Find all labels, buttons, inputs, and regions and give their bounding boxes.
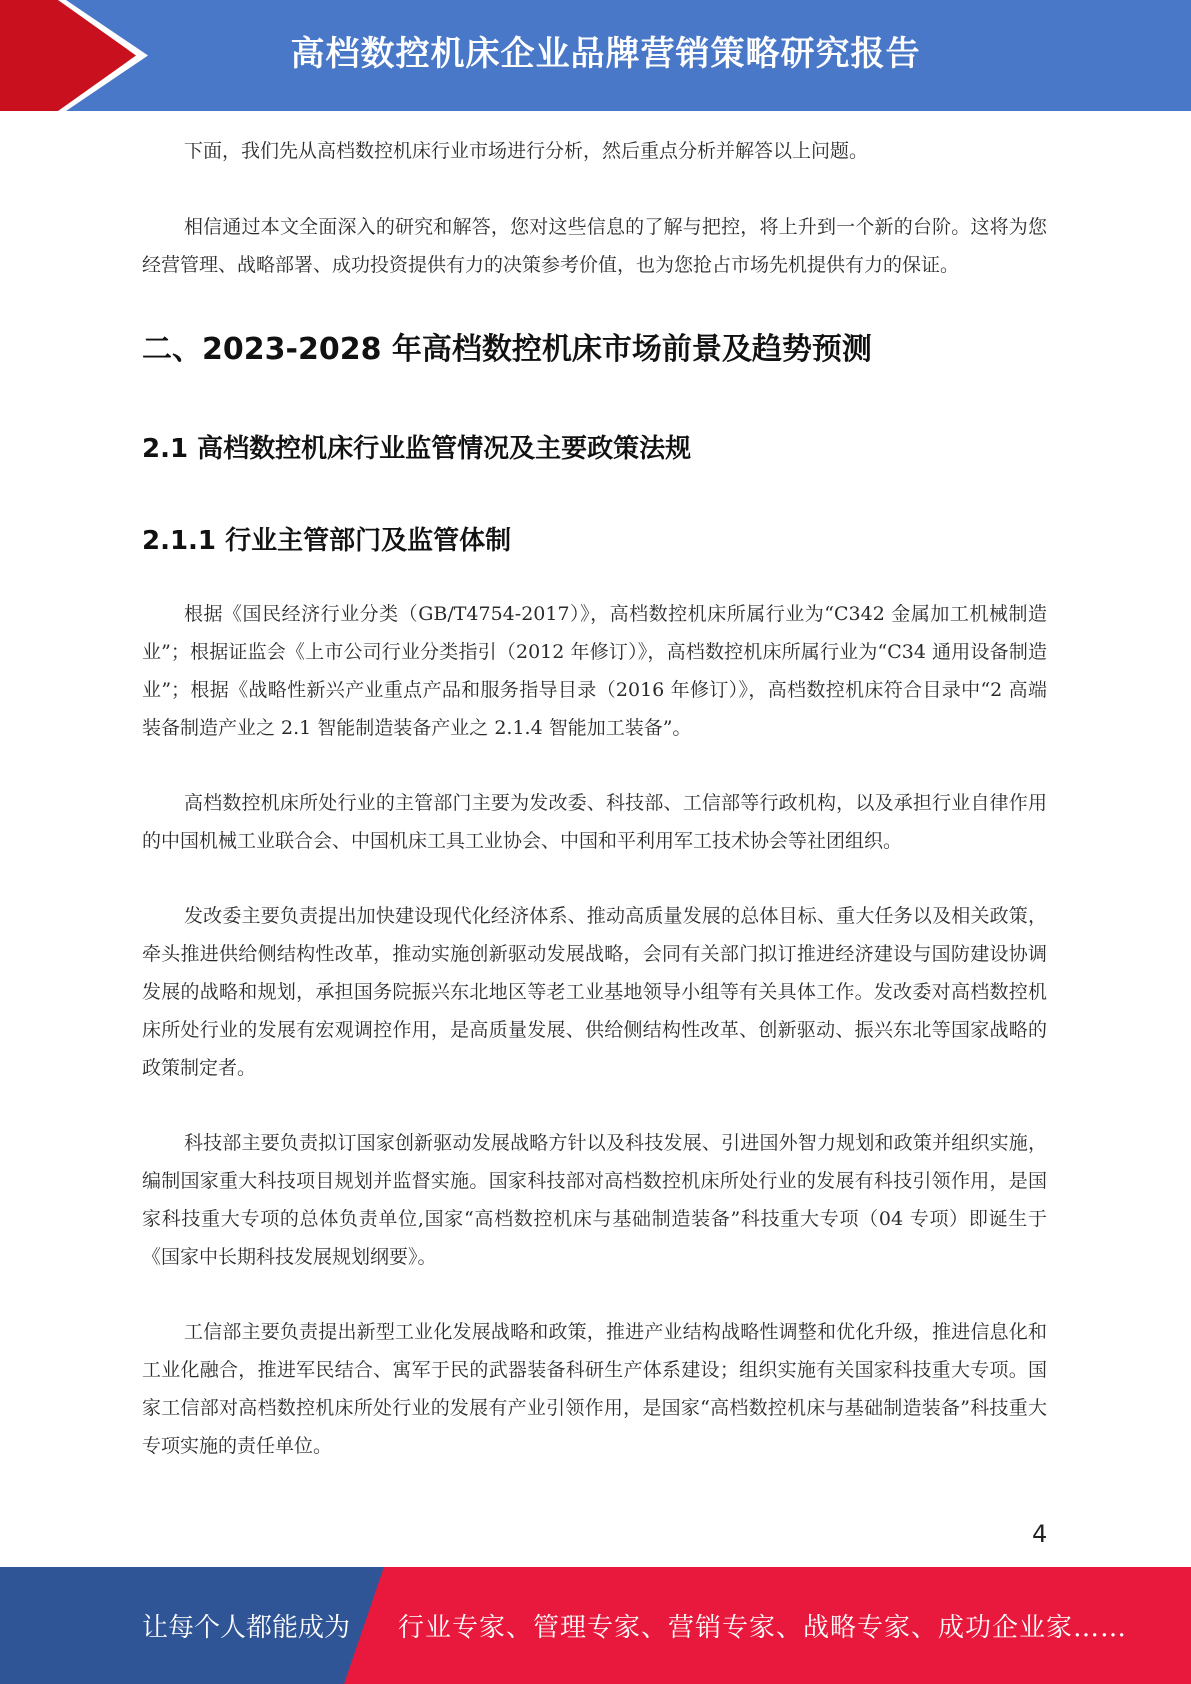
intro-paragraph: 相信通过本文全面深入的研究和解答，您对这些信息的了解与把控，将上升到一个新的台阶。这将为您经营管理、战略部署、成功投资提供有力的决策参考价值，也为您抢占市场先机提供有力的保证。: [142, 216, 1047, 276]
body-paragraph: 高档数控机床所处行业的主管部门主要为发改委、科技部、工信部等行政机构，以及承担行业自律作用的中国机械工业联合会、中国机床工具工业协会、中国和平利用军工技术协会等社团组织。: [142, 792, 1047, 852]
document-body: [142, 132, 1047, 1502]
report-title: 高档数控机床企业品牌营销策略研究报告: [290, 34, 921, 74]
subsection-heading: 2.1 高档数控机床行业监管情况及主要政策法规: [142, 434, 692, 464]
footer-slogan-left: 让每个人都能成为: [142, 1613, 351, 1643]
body-paragraph: 根据《国民经济行业分类（GB/T4754-2017）》，高档数控机床所属行业为“C342 金属加工机械制造业”；根据证监会《上市公司行业分类指引（2012 年修订）》，高档数控机床所属行业为“C34 通用设备制造业”；根据《战略性新兴产业重点产品和服务指导目录（2016 年修订）》，高档数控机床符合目录中“2 高端装备制造产业之 2.1 智能制造装备产业之 2.1.4 智能加工装备”。: [142, 603, 1047, 739]
body-paragraph: 工信部主要负责提出新型工业化发展战略和政策，推进产业结构战略性调整和优化升级，推进信息化和工业化融合，推进军民结合、寓军于民的武器装备科研生产体系建设；组织实施有关国家科技重大专项。国家工信部对高档数控机床所处行业的发展有产业引领作用，是国家“高档数控机床与基础制造装备”科技重大专项实施的责任单位。: [142, 1321, 1047, 1457]
intro-paragraph: 下面，我们先从高档数控机床行业市场进行分析，然后重点分析并解答以上问题。: [184, 140, 869, 162]
body-paragraph: 科技部主要负责拟订国家创新驱动发展战略方针以及科技发展、引进国外智力规划和政策并组织实施，编制国家重大科技项目规划并监督实施。国家科技部对高档数控机床所处行业的发展有科技引领作用，是国家科技重大专项的总体负责单位,国家“高档数控机床与基础制造装备”科技重大专项（04 专项）即诞生于《国家中长期科技发展规划纲要》。: [142, 1132, 1047, 1268]
page-number: 4: [1032, 1520, 1048, 1548]
footer-slogan-right: 行业专家、管理专家、营销专家、战略专家、成功企业家……: [398, 1613, 1128, 1643]
page-header: [0, 0, 1191, 111]
body-paragraph: 发改委主要负责提出加快建设现代化经济体系、推动高质量发展的总体目标、重大任务以及相关政策，牵头推进供给侧结构性改革，推动实施创新驱动发展战略，会同有关部门拟订推进经济建设与国防建设协调发展的战略和规划，承担国务院振兴东北地区等老工业基地领导小组等有关具体工作。发改委对高档数控机床所处行业的发展有宏观调控作用，是高质量发展、供给侧结构性改革、创新驱动、振兴东北等国家战略的政策制定者。: [142, 905, 1047, 1079]
subsubsection-heading: 2.1.1 行业主管部门及监管体制: [142, 526, 512, 556]
page-footer: [0, 1567, 1191, 1684]
section-heading: 二、2023-2028 年高档数控机床市场前景及趋势预测: [142, 332, 872, 367]
